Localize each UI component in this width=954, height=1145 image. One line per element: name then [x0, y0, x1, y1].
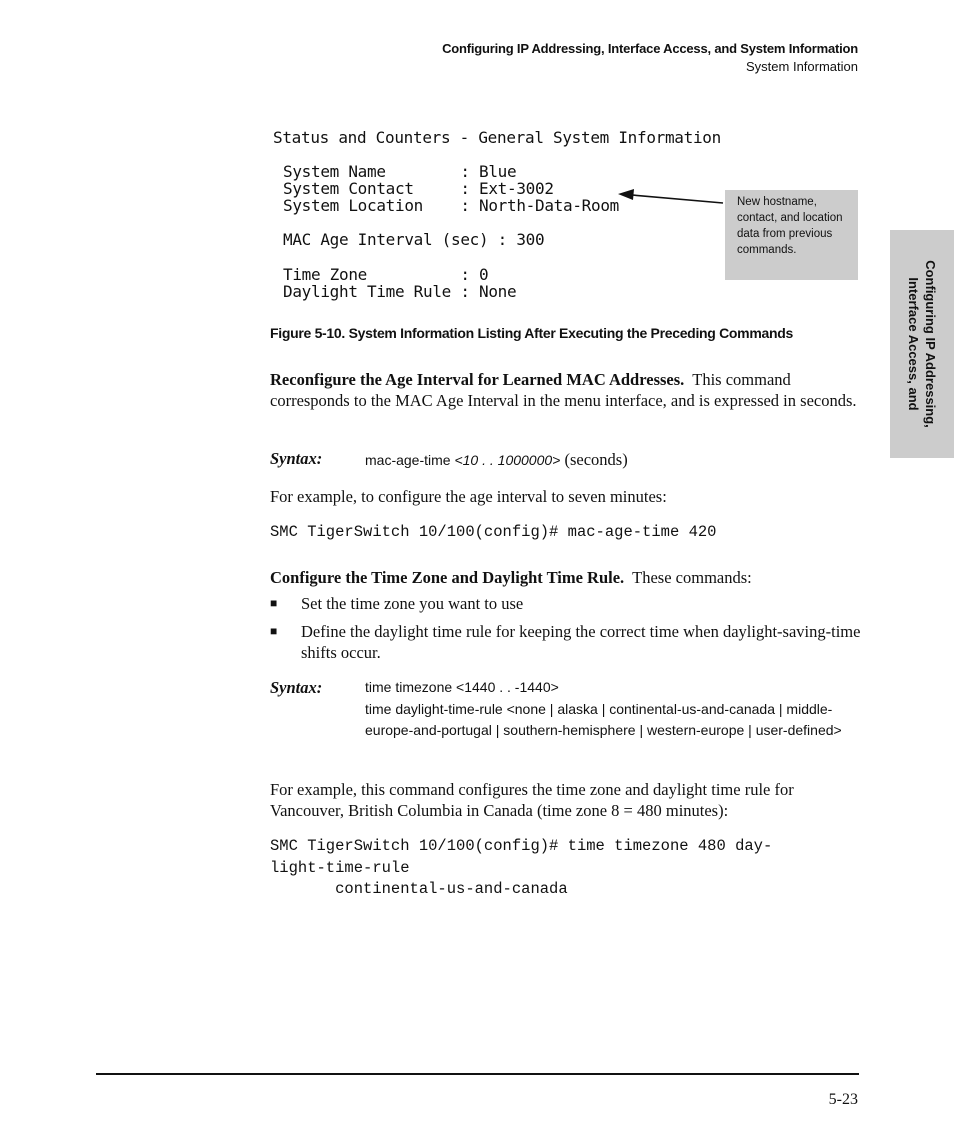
field-time-zone: Time Zone : 0 — [283, 265, 489, 284]
syntax-command: mac-age-time — [365, 452, 455, 468]
syntax-argument: <10 . . 1000000> — [454, 452, 561, 468]
section-time-zone-body: These commands: — [632, 568, 752, 587]
syntax-label: Syntax: — [270, 678, 323, 697]
bullet-icon: ■ — [270, 624, 278, 638]
bullet-item-1: Set the time zone you want to use — [301, 594, 524, 613]
code-example-timezone: SMC TigerSwitch 10/100(config)# time timezone 480 day- light-time-rule continental-us-and-canada — [270, 837, 773, 898]
section-time-zone-heading: Configure the Time Zone and Daylight Time Rule. — [270, 568, 625, 587]
callout-arrow-icon — [610, 185, 730, 215]
side-tab-text — [905, 234, 939, 454]
code-example-age: SMC TigerSwitch 10/100(config)# mac-age-time 420 — [270, 523, 717, 541]
section-age-interval-heading: Reconfigure the Age Interval for Learned MAC Addresses. — [270, 370, 685, 389]
bullet-icon: ■ — [270, 596, 278, 610]
syntax-timezone-line: time timezone <1440 . . -1440> — [365, 679, 559, 695]
page-number: 5-23 — [828, 1091, 858, 1108]
section-age-interval-paragraph — [270, 369, 860, 411]
field-system-location: System Location : North-Data-Room — [283, 196, 619, 215]
syntax-time-commands — [365, 677, 860, 742]
field-system-name: System Name : Blue — [283, 162, 517, 181]
figure-caption: Figure 5-10. System Information Listing After Executing the Preceding Commands — [270, 325, 793, 341]
syntax-unit: (seconds) — [560, 450, 628, 469]
bullet-item-2: Define the daylight time rule for keeping the correct time when daylight-saving-time shifts occur. — [301, 622, 861, 662]
example-intro-timezone: For example, this command configures the time zone and daylight time rule for Vancouver, British Columbia in Canada (time zone 8 = 480 minutes): — [270, 780, 794, 820]
section-time-zone-paragraph — [270, 567, 860, 588]
field-daylight-time-rule: Daylight Time Rule : None — [283, 282, 517, 301]
side-tab-line-2: Interface Access, and — [906, 277, 921, 411]
field-mac-age-interval: MAC Age Interval (sec) : 300 — [283, 230, 545, 249]
syntax-daylight-line: time daylight-time-rule <none | alaska | continental-us-and-canada | middle-europe-and-portugal | southern-hemisphere | western-europe | user-defined> — [365, 700, 842, 738]
running-header-chapter: Configuring IP Addressing, Interface Access, and System Information — [442, 41, 858, 56]
chapter-side-tab — [890, 230, 954, 458]
figure-callout: New hostname, contact, and location data from previous commands. — [725, 190, 858, 280]
screen-title: Status and Counters - General System Information — [273, 128, 721, 147]
syntax-label: Syntax: — [270, 449, 323, 468]
field-system-contact: System Contact : Ext-3002 — [283, 179, 554, 198]
example-intro-age: For example, to configure the age interval to seven minutes: — [270, 487, 667, 506]
section-age-interval-body: This command corresponds to the MAC Age Interval in the menu interface, and is expressed in seconds. — [270, 370, 857, 410]
running-header-section: System Information — [746, 59, 858, 74]
side-tab-line-1: Configuring IP Addressing, — [923, 260, 938, 428]
footer-rule — [96, 1073, 859, 1075]
syntax-mac-age-time — [365, 449, 860, 472]
